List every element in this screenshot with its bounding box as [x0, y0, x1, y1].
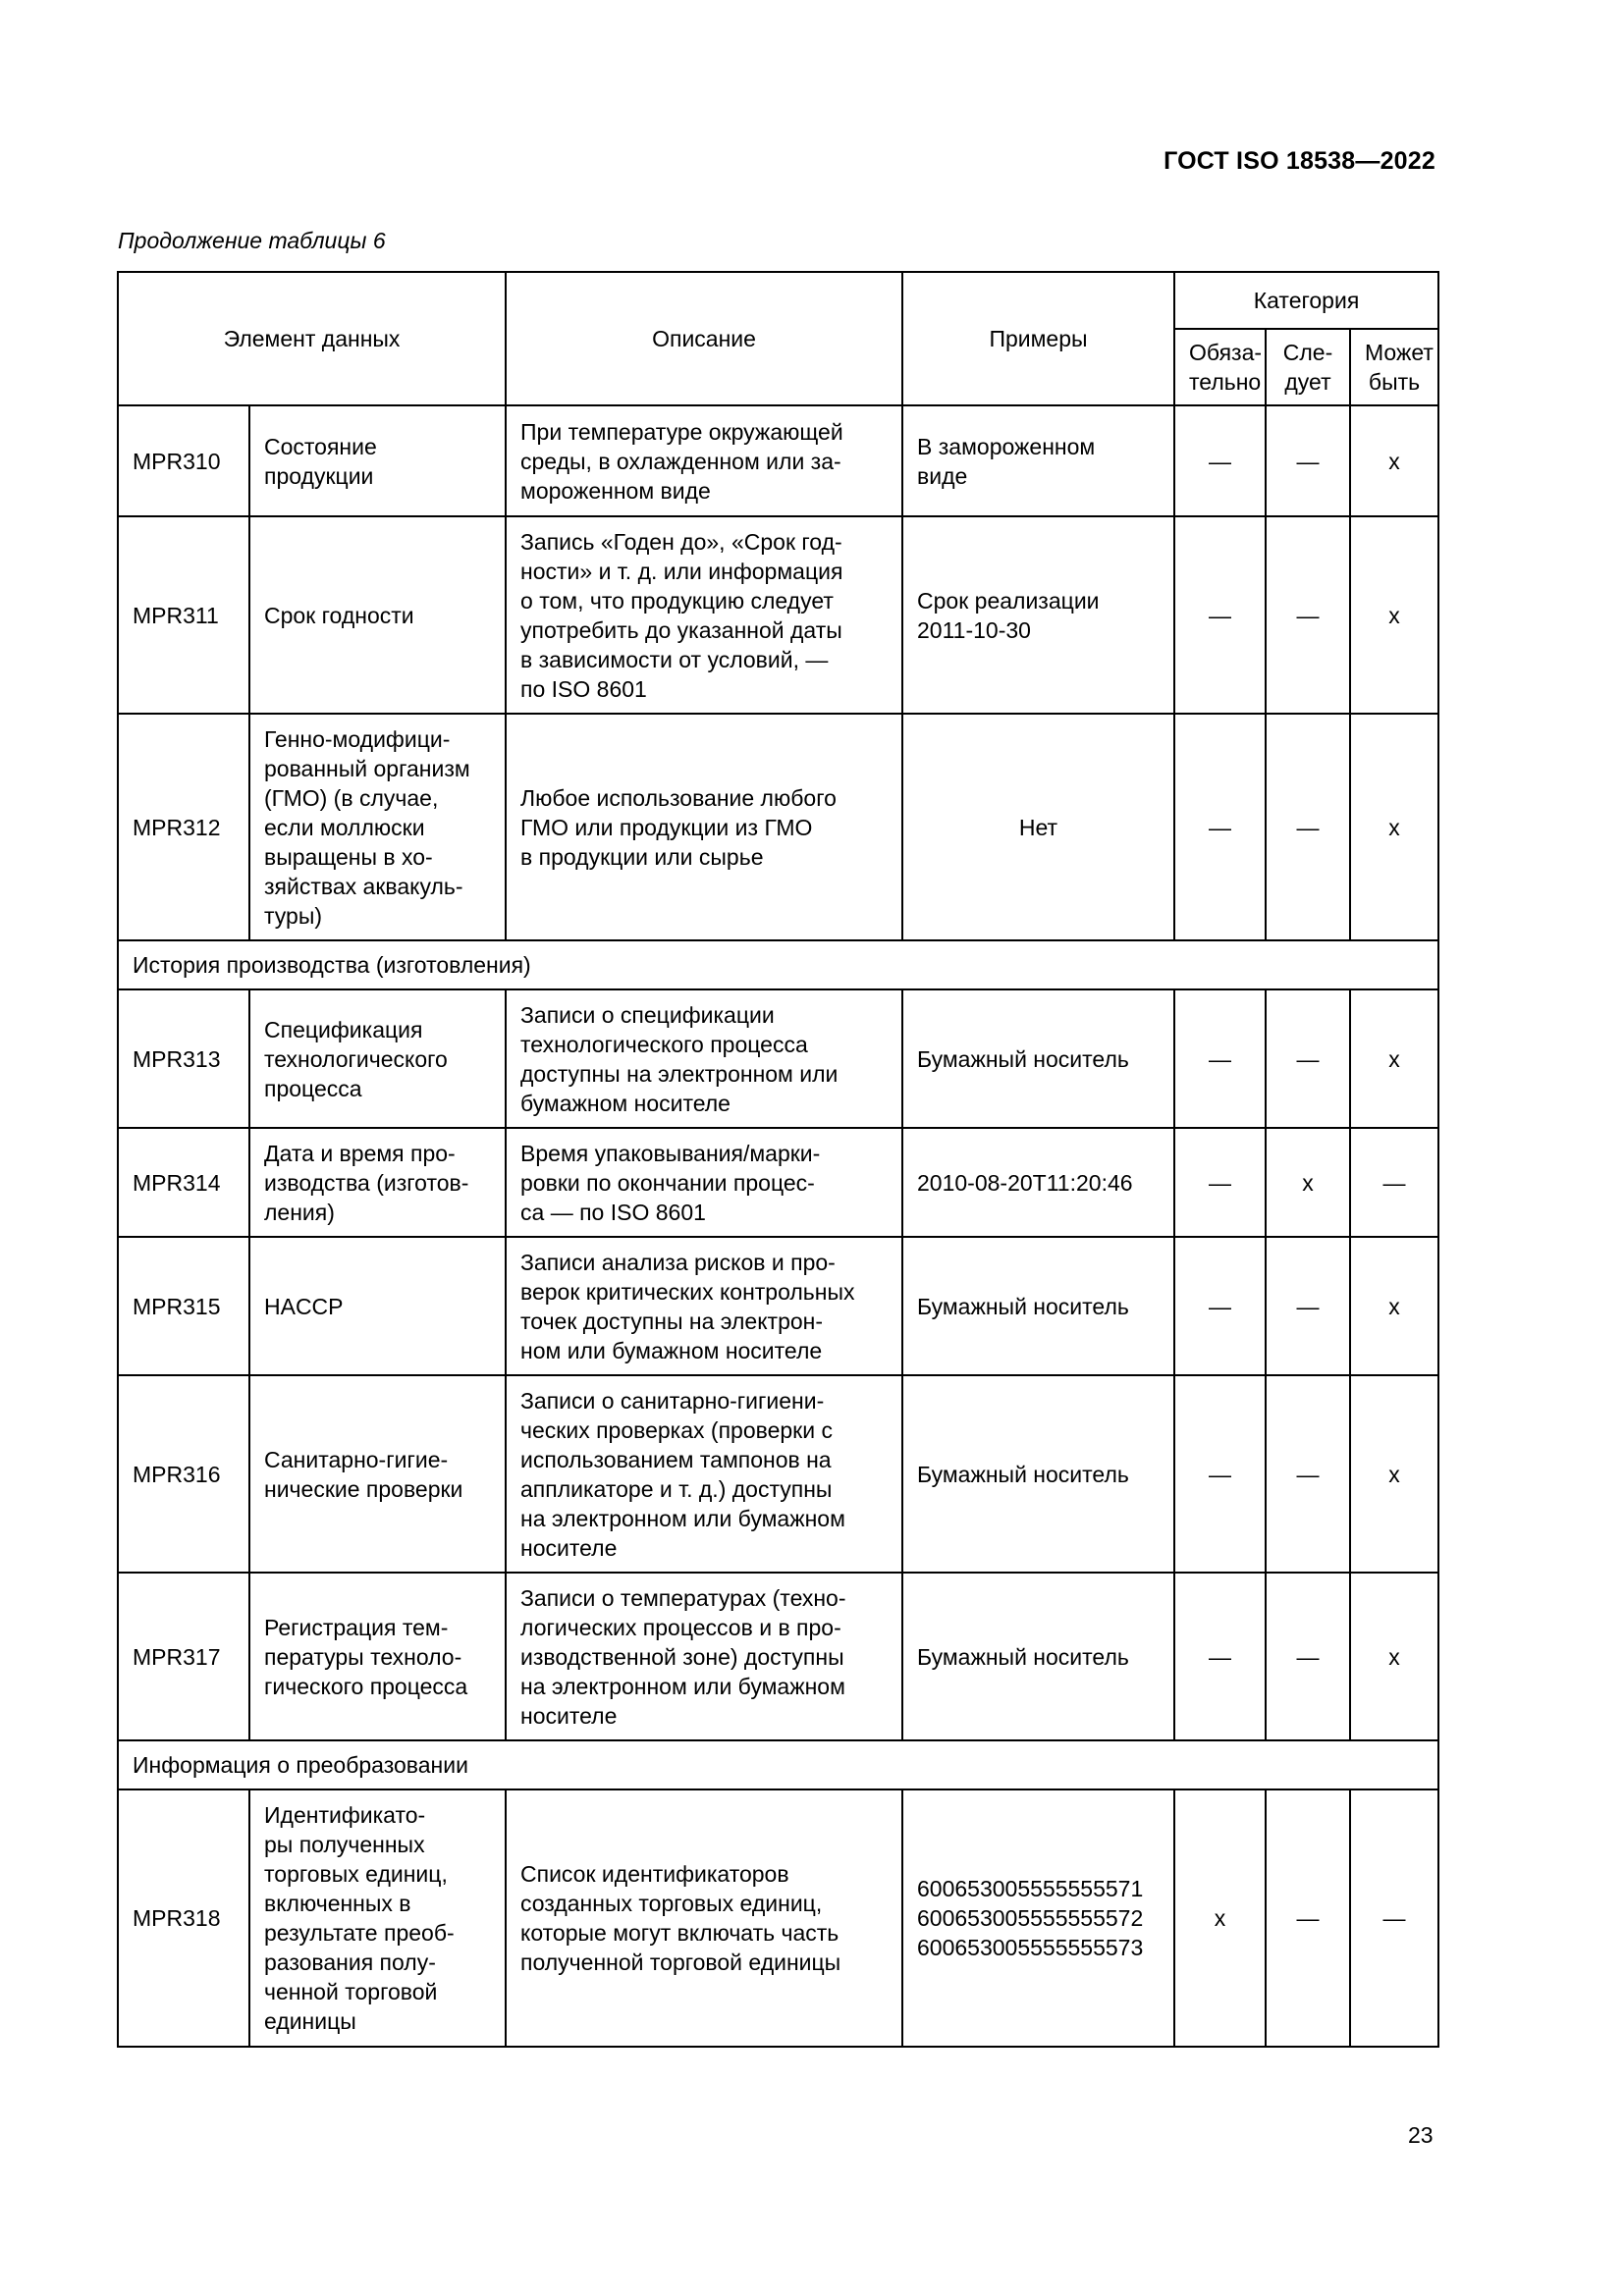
row-may: x: [1350, 989, 1438, 1128]
table-row: [118, 1375, 1438, 1573]
row-code: MPR311: [118, 516, 249, 714]
row-name: Регистрация тем- пературы техноло- гического процесса: [249, 1573, 506, 1740]
row-may: x: [1350, 1573, 1438, 1740]
row-code: MPR314: [118, 1128, 249, 1237]
row-code: MPR316: [118, 1375, 249, 1573]
row-example: Бумажный носитель: [902, 1237, 1174, 1375]
row-name: Идентификато- ры полученных торговых единиц, включенных в результате преоб- разования полу- ченной торговой единицы: [249, 1789, 506, 2047]
header-description: Описание: [506, 272, 902, 405]
row-example: 2010-08-20T11:20:46: [902, 1128, 1174, 1237]
row-name: Генно-модифици- рованный организм (ГМО) (в случае, если моллюски выращены в хо- зяйствах аквакуль- туры): [249, 714, 506, 940]
table-row: [118, 1573, 1438, 1740]
row-should: —: [1266, 1573, 1350, 1740]
row-mandatory: —: [1174, 1128, 1266, 1237]
table-row: [118, 989, 1438, 1128]
row-may: x: [1350, 1237, 1438, 1375]
row-name: Срок годности: [249, 516, 506, 714]
row-may: x: [1350, 714, 1438, 940]
row-mandatory: —: [1174, 1375, 1266, 1573]
row-example: Бумажный носитель: [902, 989, 1174, 1128]
row-description: Список идентификаторов созданных торговых единиц, которые могут включать часть полученной торговой единицы: [506, 1789, 902, 2047]
table-row: [118, 1789, 1438, 2047]
header-category: Категория: [1174, 272, 1438, 329]
row-code: MPR313: [118, 989, 249, 1128]
row-description: Любое использование любого ГМО или продукции из ГМО в продукции или сырье: [506, 714, 902, 940]
row-may: x: [1350, 516, 1438, 714]
row-description: Записи о температурах (техно- логических процессов и в про- изводственной зоне) доступны на электронном или бумажном носителе: [506, 1573, 902, 1740]
row-name: Санитарно-гигие- нические проверки: [249, 1375, 506, 1573]
row-code: MPR318: [118, 1789, 249, 2047]
row-may: —: [1350, 1128, 1438, 1237]
row-description: При температуре окружающей среды, в охлажденном или за- мороженном виде: [506, 405, 902, 516]
row-code: MPR312: [118, 714, 249, 940]
row-should: —: [1266, 405, 1350, 516]
row-name: Дата и время про- изводства (изготов- ления): [249, 1128, 506, 1237]
row-name: Спецификация технологического процесса: [249, 989, 506, 1128]
page-number: 23: [1408, 2122, 1434, 2148]
header-element: Элемент данных: [118, 272, 506, 405]
row-should: —: [1266, 714, 1350, 940]
data-elements-table: [117, 271, 1439, 2048]
row-example: Нет: [902, 714, 1174, 940]
header-mandatory: Обяза- тельно: [1174, 329, 1266, 405]
row-example: 600653005555555571 600653005555555572 600653005555555573: [902, 1789, 1174, 2047]
row-name: HACCP: [249, 1237, 506, 1375]
row-code: MPR315: [118, 1237, 249, 1375]
section-row: [118, 1740, 1438, 1789]
header-may: Может быть: [1350, 329, 1438, 405]
header-should: Сле- дует: [1266, 329, 1350, 405]
table-row: [118, 516, 1438, 714]
header-examples: Примеры: [902, 272, 1174, 405]
row-description: Записи анализа рисков и про- верок критических контрольных точек доступны на электрон- ном или бумажном носителе: [506, 1237, 902, 1375]
row-should: —: [1266, 516, 1350, 714]
row-should: —: [1266, 1237, 1350, 1375]
row-example: В замороженном виде: [902, 405, 1174, 516]
row-should: —: [1266, 1789, 1350, 2047]
row-example: Бумажный носитель: [902, 1573, 1174, 1740]
row-should: x: [1266, 1128, 1350, 1237]
row-mandatory: —: [1174, 1237, 1266, 1375]
row-example: Срок реализации 2011-10-30: [902, 516, 1174, 714]
row-mandatory: —: [1174, 714, 1266, 940]
row-mandatory: x: [1174, 1789, 1266, 2047]
row-example: Бумажный носитель: [902, 1375, 1174, 1573]
row-mandatory: —: [1174, 989, 1266, 1128]
section-row: [118, 940, 1438, 989]
table-row: [118, 714, 1438, 940]
document-code: ГОСТ ISO 18538—2022: [1164, 147, 1435, 175]
row-may: x: [1350, 1375, 1438, 1573]
row-should: —: [1266, 989, 1350, 1128]
row-may: —: [1350, 1789, 1438, 2047]
row-mandatory: —: [1174, 1573, 1266, 1740]
row-mandatory: —: [1174, 516, 1266, 714]
row-name: Состояние продукции: [249, 405, 506, 516]
table-caption: Продолжение таблицы 6: [118, 228, 386, 253]
row-code: MPR317: [118, 1573, 249, 1740]
row-description: Запись «Годен до», «Срок год- ности» и т. д. или информация о том, что продукцию следует употребить до указанной даты в зависимости от условий, — по ISO 8601: [506, 516, 902, 714]
table-row: [118, 1128, 1438, 1237]
table-row: [118, 405, 1438, 516]
section-production-history: История производства (изготовления): [118, 940, 1438, 989]
table-row: [118, 1237, 1438, 1375]
row-may: x: [1350, 405, 1438, 516]
row-code: MPR310: [118, 405, 249, 516]
row-should: —: [1266, 1375, 1350, 1573]
row-description: Записи о санитарно-гигиени- ческих проверках (проверки с использованием тампонов на аппликаторе и т. д.) доступны на электронном или бумажном носителе: [506, 1375, 902, 1573]
row-mandatory: —: [1174, 405, 1266, 516]
section-transformation-info: Информация о преобразовании: [118, 1740, 1438, 1789]
row-description: Время упаковывания/марки- ровки по окончании процес- са — по ISO 8601: [506, 1128, 902, 1237]
row-description: Записи о спецификации технологического процесса доступны на электронном или бумажном носителе: [506, 989, 902, 1128]
